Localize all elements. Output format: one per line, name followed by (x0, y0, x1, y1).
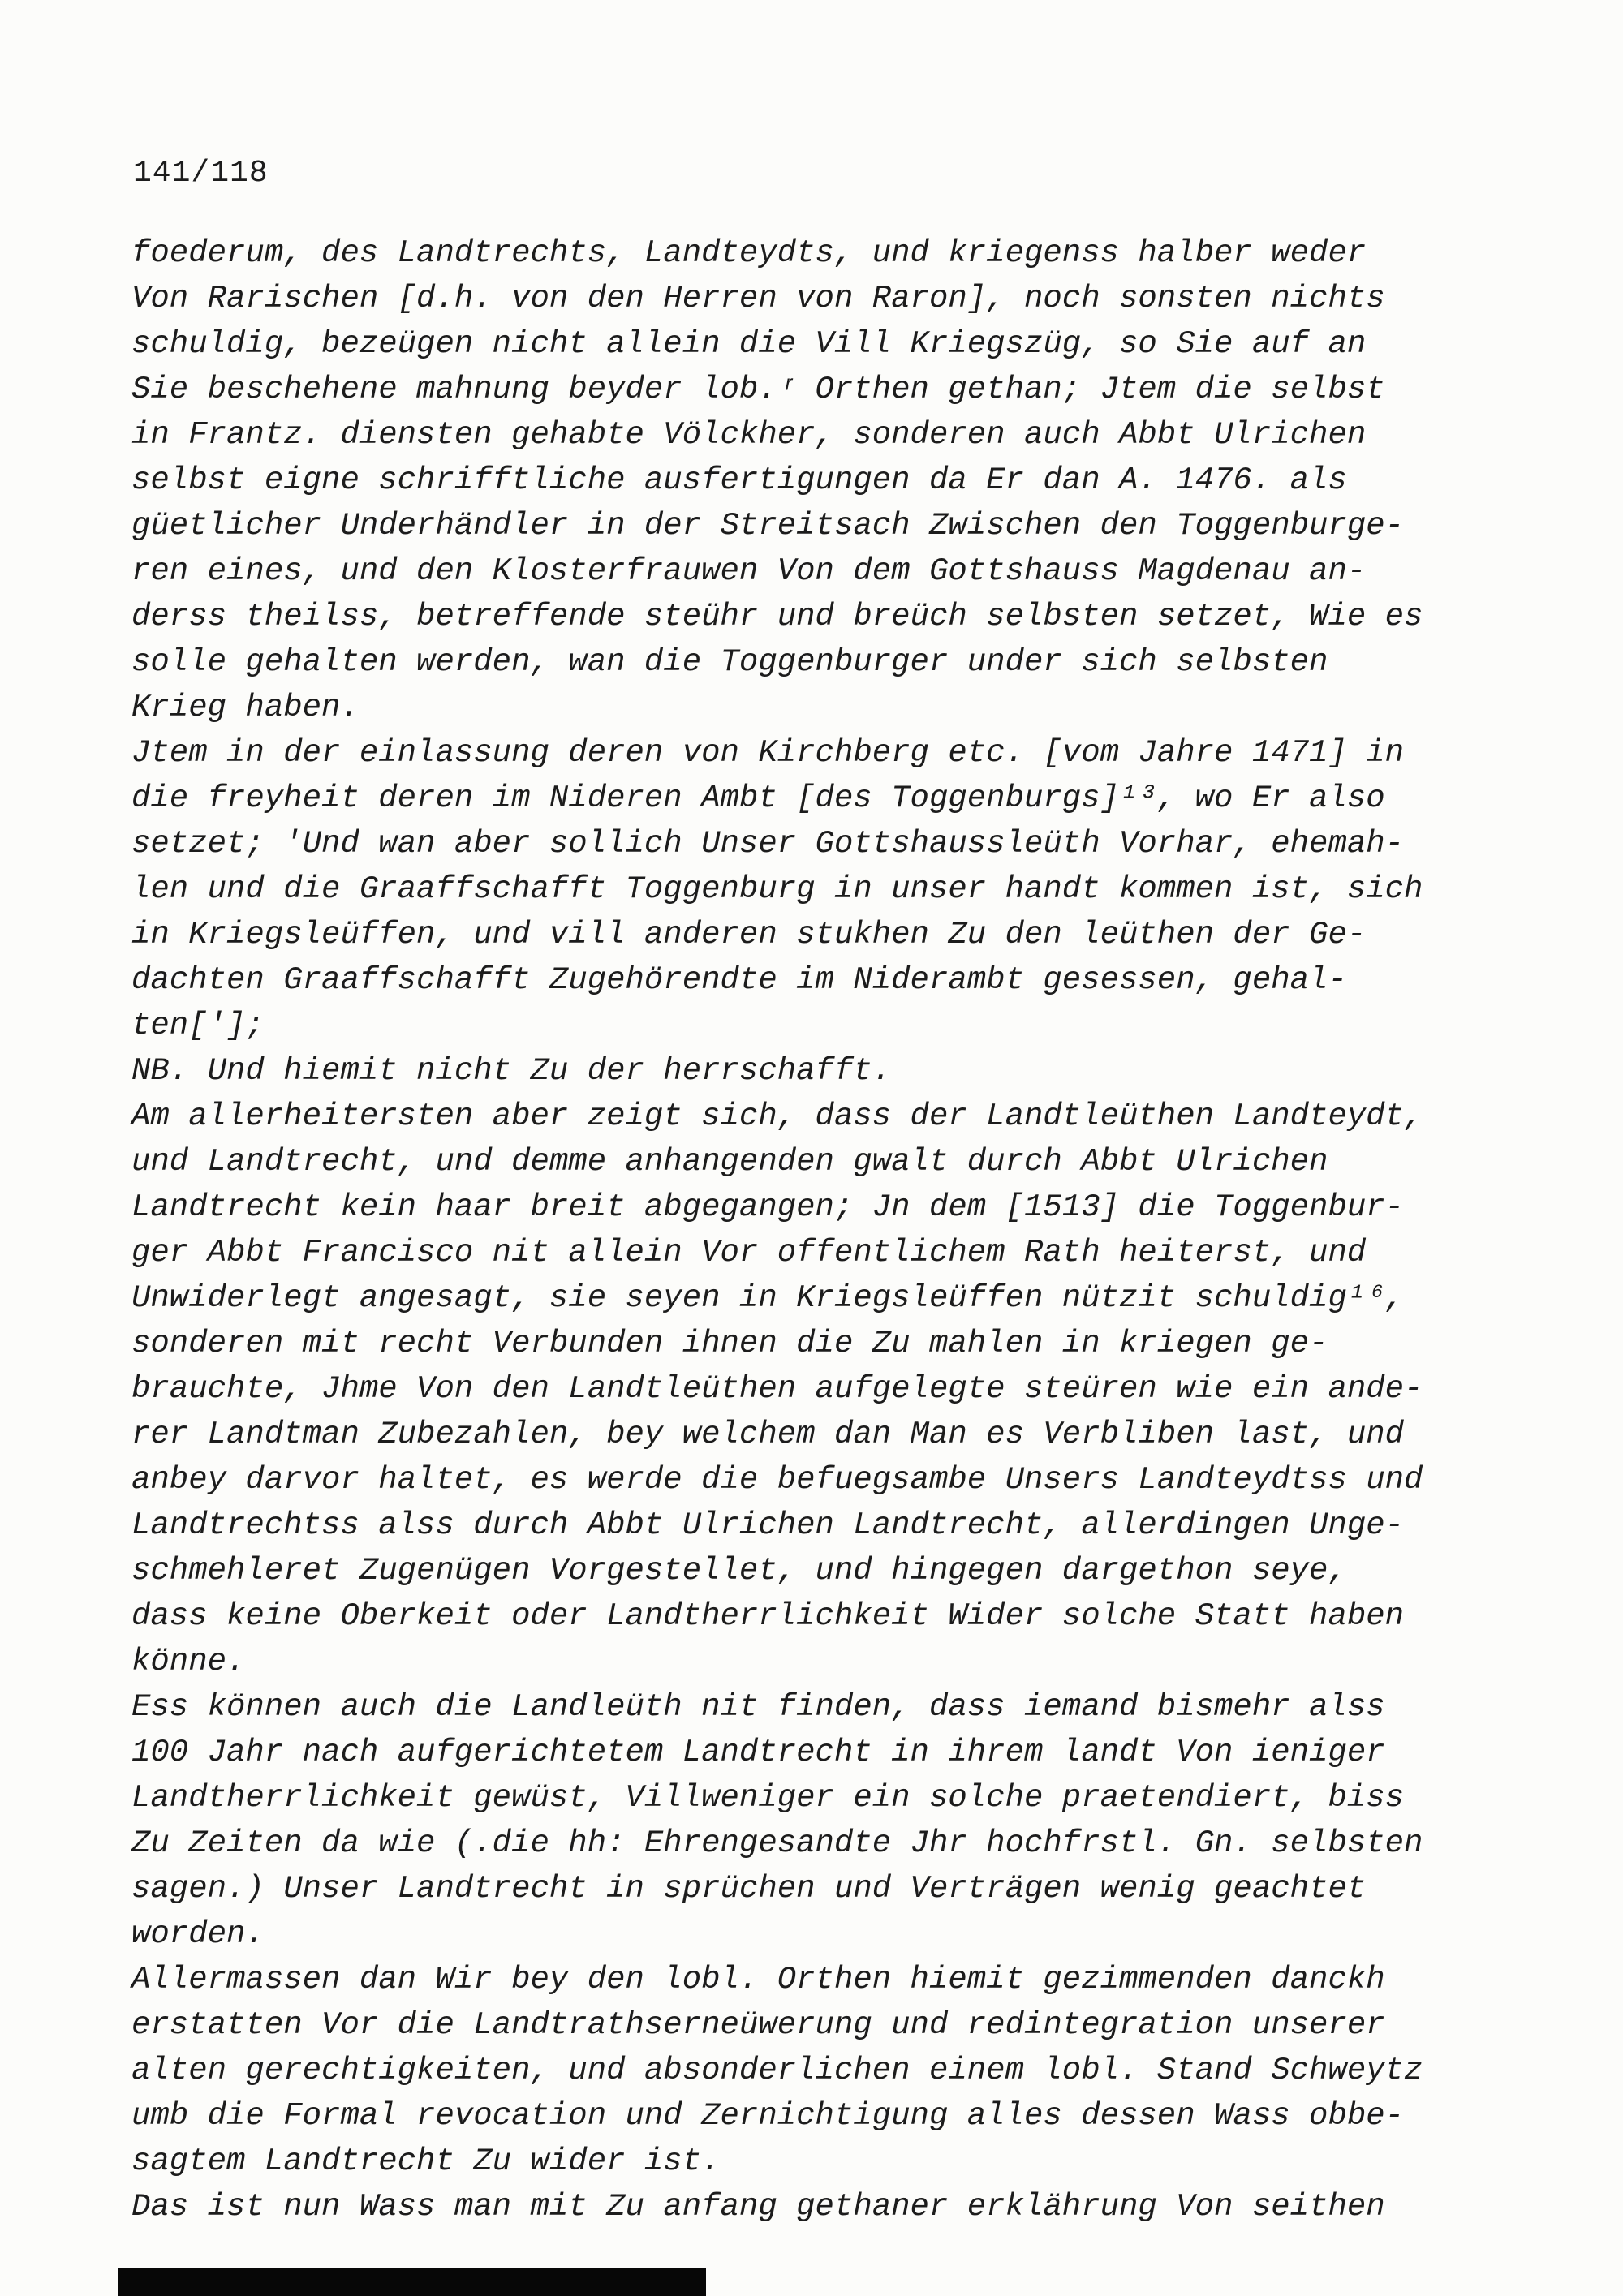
text-line: Unwiderlegt angesagt, sie seyen in Kriegsleüffen nützit schuldig¹⁶, (131, 1280, 1405, 1316)
text-line: rer Landtman Zubezahlen, bey welchem dan Man es Verbliben last, und (131, 1417, 1405, 1452)
text-line: Landtrechtss alss durch Abbt Ulrichen Landtrecht, allerdingen Unge- (131, 1507, 1405, 1543)
text-line: schuldig, bezeügen nicht allein die Vill Kriegszüg, so Sie auf an (131, 326, 1367, 362)
page-number: 141/118 (133, 156, 269, 191)
text-line: Zu Zeiten da wie (.die hh: Ehrengesandte Jhr hochfrstl. Gn. selbsten (131, 1825, 1423, 1861)
text-line: foederum, des Landtrechts, Landteydts, und kriegenss halber weder (131, 235, 1367, 271)
text-line: ten[']; (131, 1008, 265, 1043)
text-line: sagtem Landtrecht Zu wider ist. (131, 2143, 721, 2179)
text-line: NB. Und hiemit nicht Zu der herrschafft. (131, 1053, 892, 1089)
text-line: Am allerheitersten aber zeigt sich, dass der Landtleüthen Landteydt, (131, 1099, 1423, 1134)
text-line: dachten Graaffschafft Zugehörendte im Niderambt gesessen, gehal- (131, 962, 1347, 998)
text-line: alten gerechtigkeiten, und absonderlichen einem lobl. Stand Schweytz (131, 2053, 1423, 2088)
text-line: sagen.) Unser Landtrecht in sprüchen und Verträgen wenig geachtet (131, 1871, 1367, 1907)
text-line: erstatten Vor die Landtrathserneüwerung und redintegration unserer (131, 2007, 1385, 2043)
text-line: solle gehalten werden, wan die Toggenburger under sich selbsten (131, 644, 1328, 680)
text-line: güetlicher Underhändler in der Streitsach Zwischen den Toggenburge- (131, 508, 1405, 544)
text-line: anbey darvor haltet, es werde die befuegsambe Unsers Landteydtss und (131, 1462, 1423, 1498)
text-line: dass keine Oberkeit oder Landtherrlichkeit Wider solche Statt haben (131, 1598, 1405, 1634)
text-line: Krieg haben. (131, 690, 359, 725)
text-line: in Frantz. diensten gehabte Völckher, sonderen auch Abbt Ulrichen (131, 417, 1367, 453)
text-line: sonderen mit recht Verbunden ihnen die Zu mahlen in kriegen ge- (131, 1326, 1328, 1361)
text-line: brauchte, Jhme Von den Landtleüthen aufgelegte steüren wie ein ande- (131, 1371, 1423, 1407)
text-line: Ess können auch die Landleüth nit finden, dass iemand bismehr alss (131, 1689, 1385, 1725)
text-line: schmehleret Zugenügen Vorgestellet, und hingegen dargethon seye, (131, 1553, 1347, 1589)
text-line: Landtherrlichkeit gewüst, Villweniger ein solche praetendiert, biss (131, 1780, 1405, 1816)
text-line: 100 Jahr nach aufgerichtetem Landtrecht in ihrem landt Von ieniger (131, 1735, 1385, 1770)
text-line: ren eines, und den Klosterfrauwen Von dem Gottshauss Magdenau an- (131, 553, 1367, 589)
text-line: selbst eigne schrifftliche ausfertigungen da Er dan A. 1476. als (131, 462, 1347, 498)
document-body-text (131, 230, 1560, 2229)
text-line: die freyheit deren im Nideren Ambt [des Toggenburgs]¹³, wo Er also (131, 780, 1385, 816)
text-line: könne. (131, 1644, 246, 1679)
text-line: len und die Graaffschafft Toggenburg in unser handt kommen ist, sich (131, 871, 1423, 907)
text-line: worden. (131, 1916, 265, 1952)
text-line: und Landtrecht, und demme anhangenden gwalt durch Abbt Ulrichen (131, 1144, 1328, 1180)
text-line: Landtrecht kein haar breit abgegangen; Jn dem [1513] die Toggenbur- (131, 1189, 1405, 1225)
text-line: Sie beschehene mahnung beyder lob.ʳ Orthen gethan; Jtem die selbst (131, 372, 1385, 407)
text-line: setzet; 'Und wan aber sollich Unser Gottshaussleüth Vorhar, ehemah- (131, 826, 1405, 862)
text-line: Das ist nun Wass man mit Zu anfang gethaner erklährung Von seithen (131, 2189, 1385, 2225)
text-line: Jtem in der einlassung deren von Kirchberg etc. [vom Jahre 1471] in (131, 735, 1405, 771)
text-line: Allermassen dan Wir bey den lobl. Orthen hiemit gezimmenden danckh (131, 1962, 1385, 1997)
text-line: Von Rarischen [d.h. von den Herren von Raron], noch sonsten nichts (131, 281, 1385, 316)
text-line: umb die Formal revocation und Zernichtigung alles dessen Wass obbe- (131, 2098, 1405, 2134)
scan-edge-artifact (118, 2268, 706, 2296)
text-line: ger Abbt Francisco nit allein Vor offentlichem Rath heiterst, und (131, 1235, 1367, 1271)
text-line: in Kriegsleüffen, und vill anderen stukhen Zu den leüthen der Ge- (131, 917, 1367, 952)
text-line: derss theilss, betreffende steühr und breüch selbsten setzet, Wie es (131, 599, 1423, 634)
